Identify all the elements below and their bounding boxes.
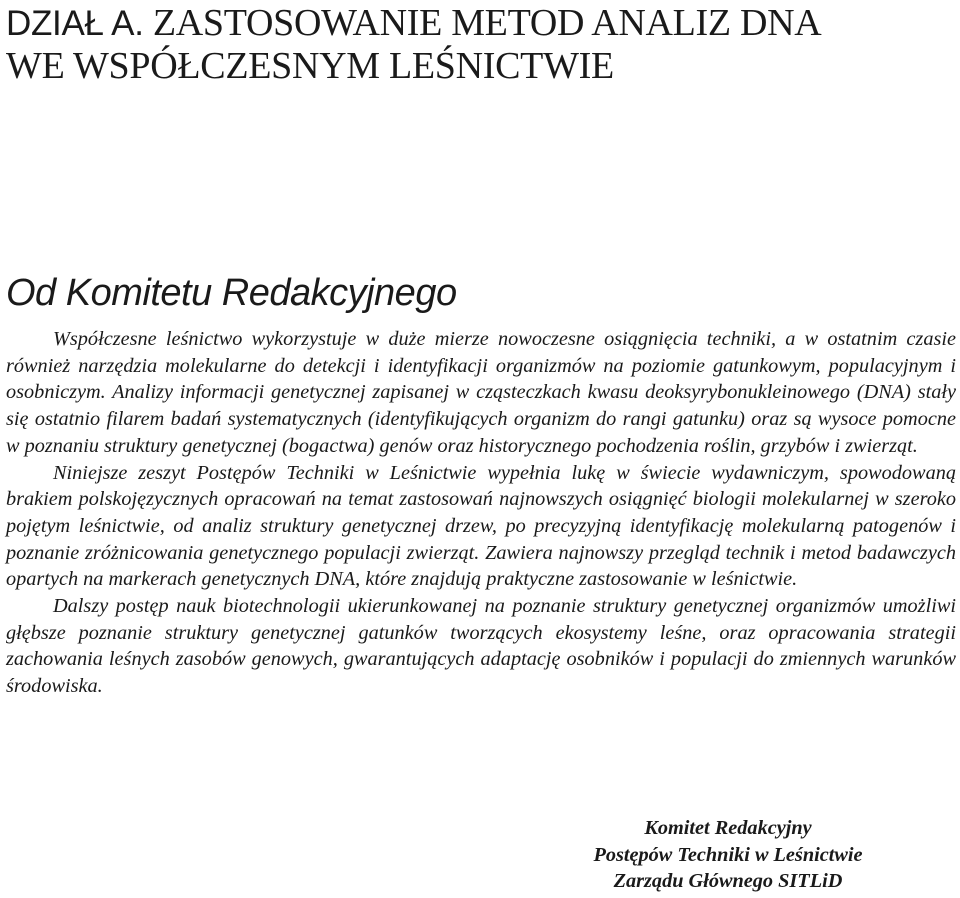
signature-line-committee: Komitet Redakcyjny [644, 817, 812, 839]
signature-line-board: Zarządu Głównego SITLiD [613, 870, 843, 893]
paragraph-2: Niniejsze zeszyt Postępów Techniki w Leśnictwie wypełnia lukę w świecie wydawniczym, spowodowaną brakiem polskojęzycznych opracowań na temat zastosowań najnowszych osiągnięć biologii molekularnej w szeroko pojętym leśnictwie, od analiz struktury genetycznej drzew, po precyzyjną identyfikację molekularną patogenów i poznanie zróżnicowania genetycznego populacji zwierząt. Zawiera najnowszy przegląd technik i metod badawczych opartych na markerach genetycznych DNA, które znajdują praktyczne zastosowanie w leśnictwie. [6, 461, 956, 591]
section-title-line1: ZASTOSOWANIE METOD ANALIZ DNA [152, 2, 822, 44]
section-title-line2: WE WSPÓŁCZESNYM LEŚNICTWIE [6, 45, 614, 87]
section-prefix: DZIAŁ A. [6, 4, 144, 43]
signature-block [568, 815, 888, 895]
signature-line-journal: Postępów Techniki w Leśnictwie [593, 843, 863, 866]
paragraph-1: Współczesne leśnictwo wykorzystuje w duże mierze nowoczesne osiągnięcia techniki, a w ostatnim czasie również narzędzia molekularne do detekcji i identyfikacji organizmów na poziomie gatunkowym, populacyjnym i osobniczym. Analizy informacji genetycznej zapisanej w cząsteczkach kwasu deoksyrybonukleinowego (DNA) stały się ostatnio filarem badań systematycznych (identyfikujących organizm do rangi gatunku) oraz są wysoce pomocne w poznaniu struktury genetycznej (bogactwa) genów oraz historycznego pochodzenia roślin, grzybów i zwierząt. [6, 328, 956, 457]
article-body [6, 326, 956, 700]
paragraph-3: Dalszy postęp nauk biotechnologii ukierunkowanej na poznanie struktury genetycznej organizmów umożliwi głębsze poznanie struktury genetycznej gatunków tworzących ekosystemy leśne, oraz opracowania strategii zachowania leśnych zasobów genowych, gwarantujących adaptację osobników i populacji do zmiennych warunków środowiska. [6, 595, 956, 698]
section-heading [6, 2, 956, 87]
article-title: Od Komitetu Redakcyjnego [6, 272, 457, 314]
